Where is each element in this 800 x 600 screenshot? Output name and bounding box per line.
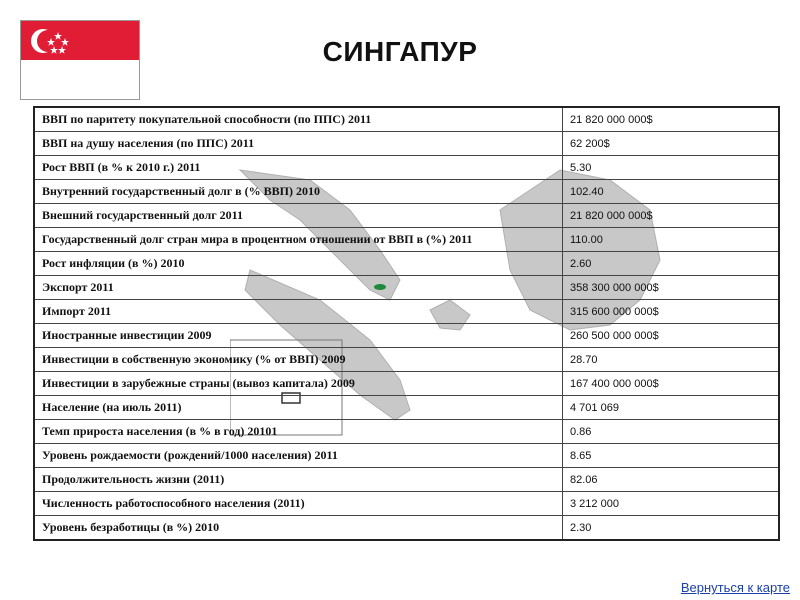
row-value: 62 200$ (563, 132, 780, 156)
row-label: Численность работоспособного населения (2011) (34, 492, 563, 516)
row-label: Инвестиции в собственную экономику (% от ВВП) 2009 (34, 348, 563, 372)
row-label: Уровень рождаемости (рождений/1000 населения) 2011 (34, 444, 563, 468)
table-row (34, 180, 779, 204)
table-row (34, 324, 779, 348)
table-row (34, 444, 779, 468)
table-row (34, 228, 779, 252)
table-row (34, 420, 779, 444)
row-value: 167 400 000 000$ (563, 372, 780, 396)
row-value: 3 212 000 (563, 492, 780, 516)
row-value: 2.30 (563, 516, 780, 541)
row-value: 82.06 (563, 468, 780, 492)
table-row (34, 516, 779, 541)
table-row (34, 396, 779, 420)
flag-crescent-stars (21, 21, 140, 100)
row-value: 21 820 000 000$ (563, 204, 780, 228)
table-row (34, 204, 779, 228)
row-label: Рост инфляции (в %) 2010 (34, 252, 563, 276)
row-label: Инвестиции в зарубежные страны (вывоз капитала) 2009 (34, 372, 563, 396)
table-row (34, 107, 779, 132)
row-value: 102.40 (563, 180, 780, 204)
singapore-flag (20, 20, 140, 100)
table-row (34, 132, 779, 156)
row-value: 4 701 069 (563, 396, 780, 420)
table-row (34, 156, 779, 180)
row-label: Внешний государственный долг 2011 (34, 204, 563, 228)
row-value: 0.86 (563, 420, 780, 444)
row-value: 5.30 (563, 156, 780, 180)
table-row (34, 348, 779, 372)
row-label: Внутренний государственный долг в (% ВВП) 2010 (34, 180, 563, 204)
row-label: Экспорт 2011 (34, 276, 563, 300)
row-label: ВВП по паритету покупательной способности (по ППС) 2011 (34, 107, 563, 132)
table-row (34, 372, 779, 396)
row-label: Рост ВВП (в % к 2010 г.) 2011 (34, 156, 563, 180)
row-value: 21 820 000 000$ (563, 107, 780, 132)
table-row (34, 252, 779, 276)
row-value: 28.70 (563, 348, 780, 372)
table-row (34, 468, 779, 492)
table-row (34, 492, 779, 516)
table-row (34, 300, 779, 324)
row-value: 2.60 (563, 252, 780, 276)
page-title: СИНГАПУР (322, 36, 478, 67)
economic-indicators-table (33, 106, 780, 541)
row-label: Население (на июль 2011) (34, 396, 563, 420)
table-row (34, 276, 779, 300)
row-label: Темп прироста населения (в % в год) 20101 (34, 420, 563, 444)
row-label: Иностранные инвестиции 2009 (34, 324, 563, 348)
row-value: 260 500 000 000$ (563, 324, 780, 348)
row-value: 358 300 000 000$ (563, 276, 780, 300)
row-value: 8.65 (563, 444, 780, 468)
row-value: 110.00 (563, 228, 780, 252)
back-to-map-link[interactable]: Вернуться к карте (680, 580, 790, 595)
row-label: ВВП на душу населения (по ППС) 2011 (34, 132, 563, 156)
row-label: Импорт 2011 (34, 300, 563, 324)
row-label: Продолжительность жизни (2011) (34, 468, 563, 492)
row-value: 315 600 000 000$ (563, 300, 780, 324)
row-label: Государственный долг стран мира в процентном отношении от ВВП в (%) 2011 (34, 228, 563, 252)
row-label: Уровень безработицы (в %) 2010 (34, 516, 563, 541)
